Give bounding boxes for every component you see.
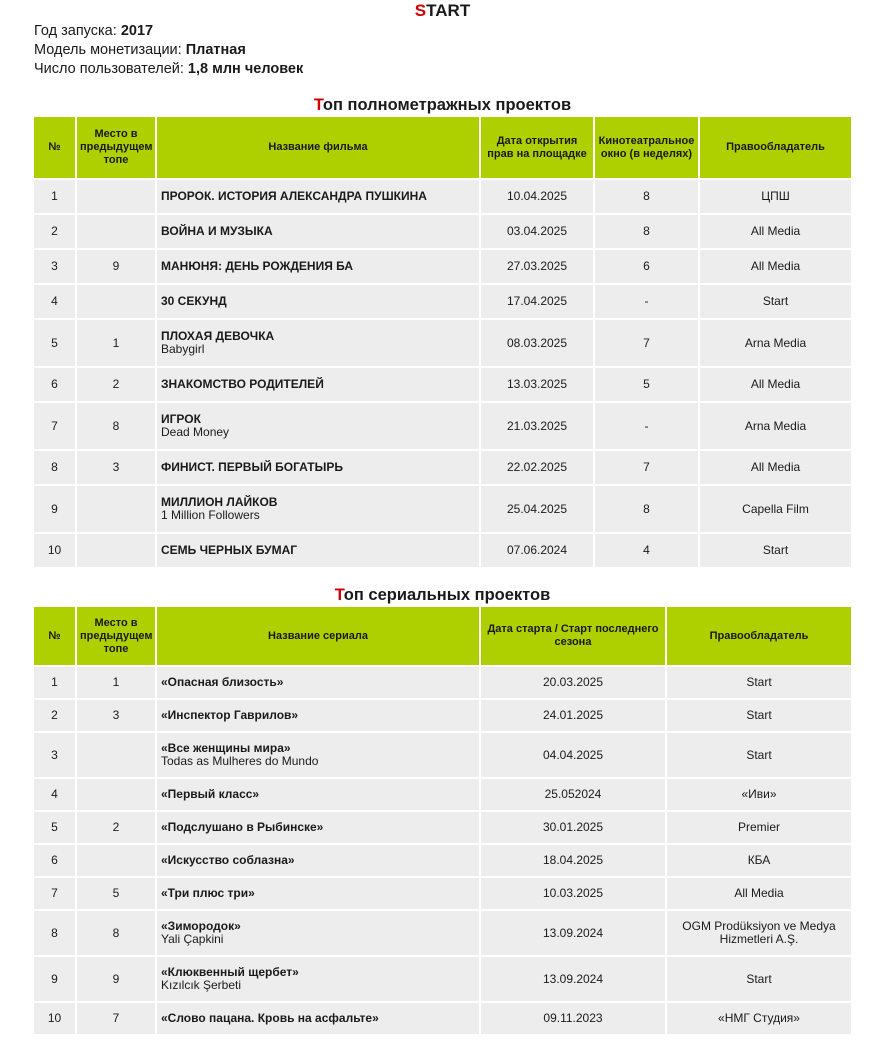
table-row bbox=[34, 250, 851, 283]
rank-cell: 4 bbox=[34, 285, 75, 318]
films-table-body bbox=[34, 180, 851, 567]
previous-rank-cell: 9 bbox=[77, 957, 155, 1001]
title-text: ЗНАКОМСТВО РОДИТЕЛЕЙ bbox=[161, 377, 324, 391]
date-cell: 22.02.2025 bbox=[481, 451, 593, 484]
date-cell: 17.04.2025 bbox=[481, 285, 593, 318]
original-title: Babygirl bbox=[161, 342, 205, 356]
title-cell bbox=[157, 320, 479, 366]
title-text: СЕМЬ ЧЕРНЫХ БУМАГ bbox=[161, 543, 298, 557]
window-cell: 4 bbox=[595, 534, 698, 567]
window-cell: 6 bbox=[595, 250, 698, 283]
date-cell: 10.04.2025 bbox=[481, 180, 593, 213]
title-cell bbox=[157, 733, 479, 777]
series-section-title bbox=[0, 584, 885, 606]
window-cell: 8 bbox=[595, 486, 698, 532]
window-cell: 5 bbox=[595, 368, 698, 401]
table-row bbox=[34, 812, 851, 843]
series-table-body bbox=[34, 667, 851, 1034]
series-header-owner: Правообладатель bbox=[667, 607, 851, 665]
previous-rank-cell: 9 bbox=[77, 250, 155, 283]
title-text: «Клюквенный щербет» bbox=[161, 965, 299, 979]
monetization-model bbox=[34, 41, 885, 60]
page-title bbox=[0, 0, 885, 22]
rank-cell: 9 bbox=[34, 486, 75, 532]
title-cell bbox=[157, 486, 479, 532]
previous-rank-cell: 8 bbox=[77, 403, 155, 449]
title-cell bbox=[157, 180, 479, 213]
previous-rank-cell: 5 bbox=[77, 878, 155, 909]
title-cell bbox=[157, 1003, 479, 1034]
title-cell bbox=[157, 700, 479, 731]
films-table bbox=[32, 115, 853, 569]
owner-cell: «НМГ Студия» bbox=[667, 1003, 851, 1034]
title-text: ПЛОХАЯ ДЕВОЧКА bbox=[161, 329, 275, 343]
table-row bbox=[34, 667, 851, 698]
page-title-initial: S bbox=[414, 1, 427, 20]
user-count bbox=[34, 60, 885, 79]
title-cell bbox=[157, 451, 479, 484]
title-cell bbox=[157, 667, 479, 698]
date-cell: 13.03.2025 bbox=[481, 368, 593, 401]
rank-cell: 8 bbox=[34, 451, 75, 484]
rank-cell: 1 bbox=[34, 667, 75, 698]
owner-cell: Arna Media bbox=[700, 403, 851, 449]
model-label: Модель монетизации: bbox=[34, 42, 186, 58]
films-header-name: Название фильма bbox=[157, 117, 479, 178]
films-title-initial: Т bbox=[313, 96, 323, 114]
table-row bbox=[34, 320, 851, 366]
previous-rank-cell: 3 bbox=[77, 700, 155, 731]
table-row bbox=[34, 215, 851, 248]
owner-cell: All Media bbox=[700, 215, 851, 248]
window-cell: 7 bbox=[595, 451, 698, 484]
rank-cell: 5 bbox=[34, 812, 75, 843]
table-row bbox=[34, 700, 851, 731]
table-row bbox=[34, 486, 851, 532]
date-cell: 03.04.2025 bbox=[481, 215, 593, 248]
table-row bbox=[34, 1003, 851, 1034]
series-title-initial: Т bbox=[334, 586, 344, 604]
previous-rank-cell: 2 bbox=[77, 812, 155, 843]
owner-cell: All Media bbox=[700, 250, 851, 283]
owner-cell: All Media bbox=[700, 451, 851, 484]
previous-rank-cell bbox=[77, 180, 155, 213]
original-title: 1 Million Followers bbox=[161, 508, 260, 522]
table-row bbox=[34, 733, 851, 777]
series-header-name: Название сериала bbox=[157, 607, 479, 665]
title-text: «Зимородок» bbox=[161, 919, 241, 933]
rank-cell: 9 bbox=[34, 957, 75, 1001]
rank-cell: 3 bbox=[34, 733, 75, 777]
title-cell bbox=[157, 250, 479, 283]
title-cell bbox=[157, 368, 479, 401]
series-header-prev: Место в предыдущем топе bbox=[77, 607, 155, 665]
title-text: «Подслушано в Рыбинске» bbox=[161, 820, 324, 834]
users-value: 1,8 млн человек bbox=[187, 61, 304, 77]
table-row bbox=[34, 957, 851, 1001]
date-cell: 04.04.2025 bbox=[481, 733, 665, 777]
title-text: «Три плюс три» bbox=[161, 886, 255, 900]
title-text: 30 СЕКУНД bbox=[161, 294, 227, 308]
title-cell bbox=[157, 878, 479, 909]
films-header-row bbox=[34, 117, 851, 178]
table-row bbox=[34, 403, 851, 449]
original-title: Kızılcık Şerbeti bbox=[161, 978, 242, 992]
rank-cell: 3 bbox=[34, 250, 75, 283]
previous-rank-cell bbox=[77, 486, 155, 532]
owner-cell: Start bbox=[667, 733, 851, 777]
launch-label: Год запуска: bbox=[34, 23, 121, 39]
table-row bbox=[34, 845, 851, 876]
title-text: «Инспектор Гаврилов» bbox=[161, 708, 299, 722]
table-row bbox=[34, 368, 851, 401]
title-text: ФИНИСТ. ПЕРВЫЙ БОГАТЫРЬ bbox=[161, 460, 343, 474]
rank-cell: 6 bbox=[34, 368, 75, 401]
table-row bbox=[34, 779, 851, 810]
owner-cell: КБА bbox=[667, 845, 851, 876]
rank-cell: 10 bbox=[34, 534, 75, 567]
rank-cell: 10 bbox=[34, 1003, 75, 1034]
owner-cell: All Media bbox=[667, 878, 851, 909]
title-cell bbox=[157, 403, 479, 449]
previous-rank-cell bbox=[77, 845, 155, 876]
films-header-owner: Правообладатель bbox=[700, 117, 851, 178]
window-cell: 7 bbox=[595, 320, 698, 366]
window-cell: 8 bbox=[595, 180, 698, 213]
rank-cell: 2 bbox=[34, 215, 75, 248]
date-cell: 07.06.2024 bbox=[481, 534, 593, 567]
date-cell: 10.03.2025 bbox=[481, 878, 665, 909]
date-cell: 27.03.2025 bbox=[481, 250, 593, 283]
title-cell bbox=[157, 534, 479, 567]
rank-cell: 4 bbox=[34, 779, 75, 810]
previous-rank-cell bbox=[77, 779, 155, 810]
table-row bbox=[34, 878, 851, 909]
films-header-date: Дата открытия прав на площадке bbox=[481, 117, 593, 178]
table-row bbox=[34, 180, 851, 213]
title-cell bbox=[157, 845, 479, 876]
date-cell: 25.052024 bbox=[481, 779, 665, 810]
title-text: «Опасная близость» bbox=[161, 675, 284, 689]
films-title-rest: оп полнометражных проектов bbox=[322, 96, 572, 114]
date-cell: 20.03.2025 bbox=[481, 667, 665, 698]
rank-cell: 1 bbox=[34, 180, 75, 213]
title-text: «Все женщины мира» bbox=[161, 741, 291, 755]
series-table bbox=[32, 605, 853, 1036]
owner-cell: Start bbox=[667, 957, 851, 1001]
rank-cell: 8 bbox=[34, 911, 75, 955]
title-cell bbox=[157, 285, 479, 318]
rank-cell: 7 bbox=[34, 878, 75, 909]
model-value: Платная bbox=[185, 42, 246, 58]
title-cell bbox=[157, 779, 479, 810]
window-cell: 8 bbox=[595, 215, 698, 248]
films-header-window: Кинотеатральное окно (в неделях) bbox=[595, 117, 698, 178]
date-cell: 30.01.2025 bbox=[481, 812, 665, 843]
platform-info bbox=[0, 22, 885, 79]
title-cell bbox=[157, 215, 479, 248]
previous-rank-cell bbox=[77, 215, 155, 248]
owner-cell: Start bbox=[700, 534, 851, 567]
owner-cell: Arna Media bbox=[700, 320, 851, 366]
users-label: Число пользователей: bbox=[34, 61, 188, 77]
series-header-num: № bbox=[34, 607, 75, 665]
owner-cell: Start bbox=[667, 700, 851, 731]
window-cell: - bbox=[595, 403, 698, 449]
window-cell: - bbox=[595, 285, 698, 318]
owner-cell: Start bbox=[700, 285, 851, 318]
date-cell: 21.03.2025 bbox=[481, 403, 593, 449]
date-cell: 09.11.2023 bbox=[481, 1003, 665, 1034]
rank-cell: 5 bbox=[34, 320, 75, 366]
title-text: МАНЮНЯ: ДЕНЬ РОЖДЕНИЯ БА bbox=[161, 259, 354, 273]
owner-cell: Premier bbox=[667, 812, 851, 843]
previous-rank-cell: 8 bbox=[77, 911, 155, 955]
title-text: «Первый класс» bbox=[161, 787, 260, 801]
owner-cell: ЦПШ bbox=[700, 180, 851, 213]
table-row bbox=[34, 911, 851, 955]
series-title-rest: оп сериальных проектов bbox=[343, 586, 551, 604]
title-cell bbox=[157, 957, 479, 1001]
date-cell: 18.04.2025 bbox=[481, 845, 665, 876]
owner-cell: All Media bbox=[700, 368, 851, 401]
date-cell: 13.09.2024 bbox=[481, 911, 665, 955]
previous-rank-cell bbox=[77, 534, 155, 567]
date-cell: 25.04.2025 bbox=[481, 486, 593, 532]
rank-cell: 6 bbox=[34, 845, 75, 876]
launch-year bbox=[34, 22, 885, 41]
original-title: Dead Money bbox=[161, 425, 230, 439]
date-cell: 24.01.2025 bbox=[481, 700, 665, 731]
rank-cell: 7 bbox=[34, 403, 75, 449]
previous-rank-cell bbox=[77, 733, 155, 777]
table-row bbox=[34, 285, 851, 318]
previous-rank-cell: 3 bbox=[77, 451, 155, 484]
title-text: МИЛЛИОН ЛАЙКОВ bbox=[161, 495, 278, 509]
rank-cell: 2 bbox=[34, 700, 75, 731]
series-header-row bbox=[34, 607, 851, 665]
page-title-rest: TART bbox=[426, 1, 471, 20]
table-row bbox=[34, 534, 851, 567]
owner-cell: Capella Film bbox=[700, 486, 851, 532]
title-text: ИГРОК bbox=[161, 412, 201, 426]
original-title: Todas as Mulheres do Mundo bbox=[161, 754, 319, 768]
previous-rank-cell: 1 bbox=[77, 667, 155, 698]
launch-value: 2017 bbox=[120, 23, 154, 39]
previous-rank-cell: 7 bbox=[77, 1003, 155, 1034]
date-cell: 08.03.2025 bbox=[481, 320, 593, 366]
title-cell bbox=[157, 812, 479, 843]
previous-rank-cell: 2 bbox=[77, 368, 155, 401]
title-text: ВОЙНА И МУЗЫКА bbox=[161, 224, 273, 238]
title-text: «Искусство соблазна» bbox=[161, 853, 295, 867]
owner-cell: OGM Prodüksiyon ve Medya Hizmetleri A.Ş. bbox=[667, 911, 851, 955]
original-title: Yali Çapkini bbox=[161, 932, 224, 946]
previous-rank-cell bbox=[77, 285, 155, 318]
title-text: ПРОРОК. ИСТОРИЯ АЛЕКСАНДРА ПУШКИНА bbox=[161, 189, 427, 203]
previous-rank-cell: 1 bbox=[77, 320, 155, 366]
owner-cell: «Иви» bbox=[667, 779, 851, 810]
series-header-date: Дата старта / Старт последнего сезона bbox=[481, 607, 665, 665]
owner-cell: Start bbox=[667, 667, 851, 698]
table-row bbox=[34, 451, 851, 484]
date-cell: 13.09.2024 bbox=[481, 957, 665, 1001]
title-cell bbox=[157, 911, 479, 955]
films-header-prev: Место в предыдущем топе bbox=[77, 117, 155, 178]
title-text: «Слово пацана. Кровь на асфальте» bbox=[161, 1011, 379, 1025]
films-section-title bbox=[0, 94, 885, 116]
films-header-num: № bbox=[34, 117, 75, 178]
